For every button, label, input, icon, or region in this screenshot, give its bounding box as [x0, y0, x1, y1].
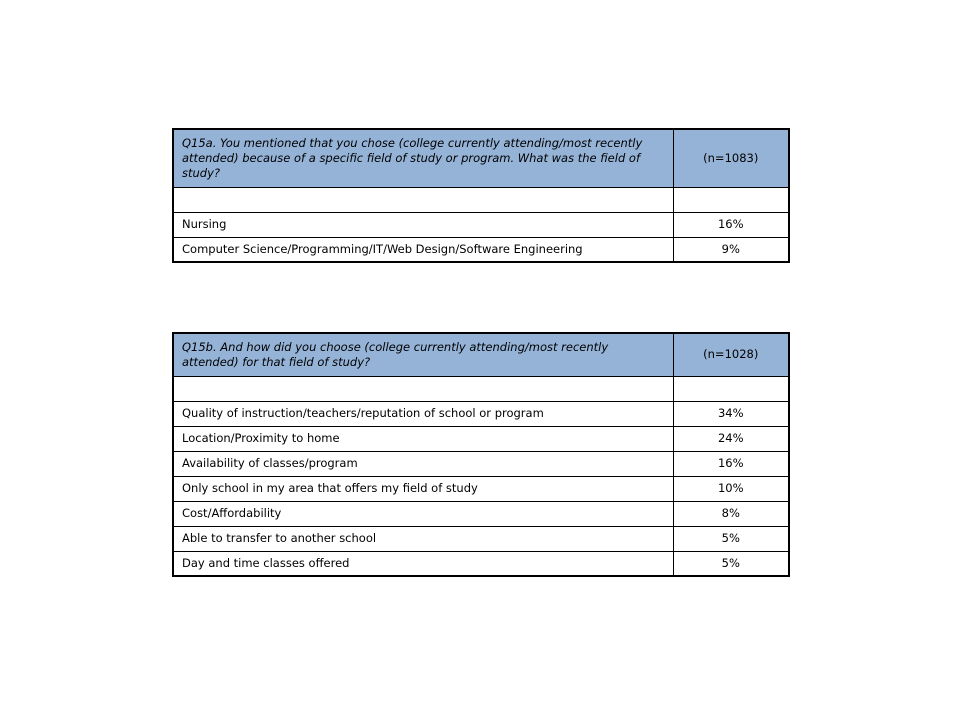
- row-value: 5%: [673, 526, 789, 551]
- row-value: 24%: [673, 426, 789, 451]
- table-header: [173, 333, 789, 376]
- sample-size: (n=1083): [673, 129, 789, 187]
- table-row: [173, 237, 789, 262]
- table-row: [173, 426, 789, 451]
- row-value: 34%: [673, 401, 789, 426]
- table-row: [173, 212, 789, 237]
- blank-row: [173, 187, 789, 212]
- blank-cell: [673, 376, 789, 401]
- row-value: 9%: [673, 237, 789, 262]
- row-label: Nursing: [173, 212, 673, 237]
- field-of-study-table: [172, 128, 790, 263]
- row-label: Quality of instruction/teachers/reputation of school or program: [173, 401, 673, 426]
- row-label: Computer Science/Programming/IT/Web Design/Software Engineering: [173, 237, 673, 262]
- row-label: Day and time classes offered: [173, 551, 673, 576]
- row-value: 5%: [673, 551, 789, 576]
- table-row: [173, 501, 789, 526]
- row-value: 10%: [673, 476, 789, 501]
- table-header: [173, 129, 789, 187]
- table-row: [173, 401, 789, 426]
- row-label: Able to transfer to another school: [173, 526, 673, 551]
- blank-row: [173, 376, 789, 401]
- sample-size: (n=1028): [673, 333, 789, 376]
- blank-cell: [673, 187, 789, 212]
- table-row: [173, 551, 789, 576]
- row-value: 16%: [673, 212, 789, 237]
- blank-cell: [173, 187, 673, 212]
- row-label: Location/Proximity to home: [173, 426, 673, 451]
- table-row: [173, 476, 789, 501]
- choice-reason-table: [172, 332, 790, 577]
- question-text: Q15b. And how did you choose (college currently attending/most recently attended) for that field of study?: [173, 333, 673, 376]
- question-text: Q15a. You mentioned that you chose (college currently attending/most recently attended) because of a specific field of study or program. What was the field of study?: [173, 129, 673, 187]
- table-row: [173, 451, 789, 476]
- blank-cell: [173, 376, 673, 401]
- row-value: 8%: [673, 501, 789, 526]
- row-label: Only school in my area that offers my field of study: [173, 476, 673, 501]
- row-label: Cost/Affordability: [173, 501, 673, 526]
- table-row: [173, 526, 789, 551]
- row-value: 16%: [673, 451, 789, 476]
- row-label: Availability of classes/program: [173, 451, 673, 476]
